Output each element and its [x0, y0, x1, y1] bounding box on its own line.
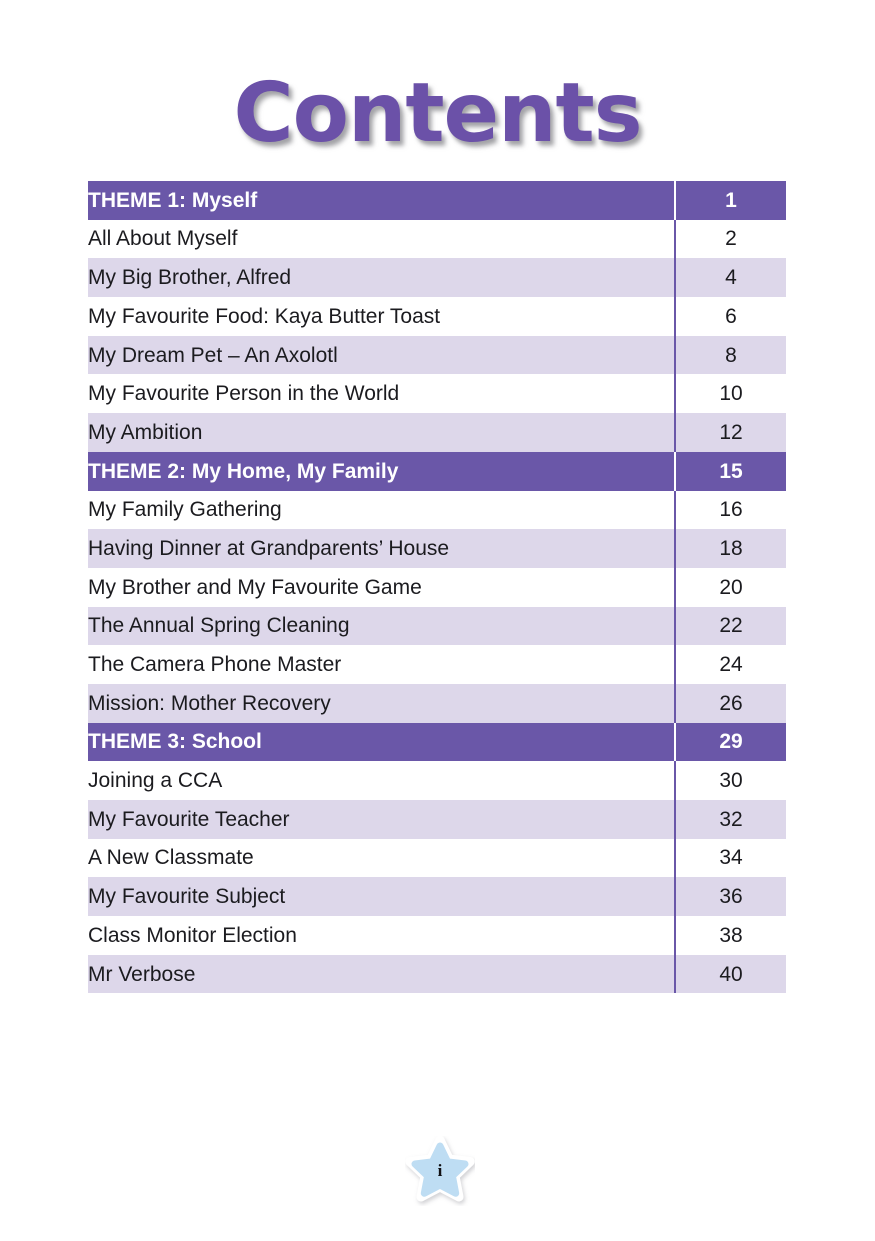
toc-entry-title: All About Myself: [88, 220, 674, 259]
toc-entry-row[interactable]: [88, 529, 786, 568]
toc-entry-row[interactable]: [88, 336, 786, 375]
toc-section-header: [88, 723, 786, 762]
toc-entry-title: My Dream Pet – An Axolotl: [88, 336, 674, 375]
toc-entry-title: My Favourite Subject: [88, 877, 674, 916]
toc-entry-row[interactable]: [88, 877, 786, 916]
toc-entry-page: 10: [676, 374, 786, 413]
toc-body: [88, 181, 786, 993]
toc-entry-page: 36: [676, 877, 786, 916]
toc-entry-title: Class Monitor Election: [88, 916, 674, 955]
toc-entry-page: 18: [676, 529, 786, 568]
toc-entry-page: 16: [676, 491, 786, 530]
toc-entry-title: Mission: Mother Recovery: [88, 684, 674, 723]
toc-entry-title: The Annual Spring Cleaning: [88, 607, 674, 646]
toc-entry-page: 30: [676, 761, 786, 800]
toc-entry-page: 4: [676, 258, 786, 297]
toc-entry-page: 38: [676, 916, 786, 955]
toc-entry-page: 26: [676, 684, 786, 723]
toc-entry-row[interactable]: [88, 800, 786, 839]
page-number-marker: [405, 1136, 475, 1206]
toc-entry-row[interactable]: [88, 374, 786, 413]
folio-number: i: [437, 1161, 443, 1180]
toc-entry-row[interactable]: [88, 258, 786, 297]
toc-section-page: 29: [676, 723, 786, 762]
toc-section-header: [88, 181, 786, 220]
toc-entry-row[interactable]: [88, 839, 786, 878]
toc-entry-page: 22: [676, 607, 786, 646]
toc-entry-title: My Favourite Person in the World: [88, 374, 674, 413]
toc-entry-title: My Favourite Teacher: [88, 800, 674, 839]
toc-entry-page: 34: [676, 839, 786, 878]
toc-entry-row[interactable]: [88, 684, 786, 723]
toc-entry-page: 8: [676, 336, 786, 375]
toc-section-title: THEME 3: School: [88, 723, 674, 762]
toc-entry-page: 32: [676, 800, 786, 839]
toc-entry-row[interactable]: [88, 568, 786, 607]
toc-entry-title: My Family Gathering: [88, 491, 674, 530]
toc-entry-page: 24: [676, 645, 786, 684]
toc-entry-row[interactable]: [88, 297, 786, 336]
toc-entry-row[interactable]: [88, 220, 786, 259]
toc-section-page: 15: [676, 452, 786, 491]
toc-entry-page: 20: [676, 568, 786, 607]
toc-entry-row[interactable]: [88, 491, 786, 530]
toc-entry-page: 2: [676, 220, 786, 259]
toc-entry-title: My Big Brother, Alfred: [88, 258, 674, 297]
toc-entry-row[interactable]: [88, 955, 786, 994]
page-title-container: [0, 62, 875, 166]
toc-entry-title: My Favourite Food: Kaya Butter Toast: [88, 297, 674, 336]
toc-entry-row[interactable]: [88, 645, 786, 684]
toc-entry-title: My Brother and My Favourite Game: [88, 568, 674, 607]
toc-section-header: [88, 452, 786, 491]
table-of-contents: [88, 181, 786, 993]
toc-entry-title: Having Dinner at Grandparents’ House: [88, 529, 674, 568]
toc-entry-title: My Ambition: [88, 413, 674, 452]
toc-entry-row[interactable]: [88, 761, 786, 800]
toc-entry-title: Mr Verbose: [88, 955, 674, 994]
toc-entry-title: A New Classmate: [88, 839, 674, 878]
page-title: Contents: [233, 66, 642, 161]
toc-section-title: THEME 1: Myself: [88, 181, 674, 220]
toc-entry-page: 6: [676, 297, 786, 336]
toc-entry-row[interactable]: [88, 607, 786, 646]
toc-entry-title: Joining a CCA: [88, 761, 674, 800]
toc-entry-row[interactable]: [88, 916, 786, 955]
toc-entry-row[interactable]: [88, 413, 786, 452]
toc-entry-title: The Camera Phone Master: [88, 645, 674, 684]
toc-section-page: 1: [676, 181, 786, 220]
toc-section-title: THEME 2: My Home, My Family: [88, 452, 674, 491]
toc-entry-page: 40: [676, 955, 786, 994]
toc-entry-page: 12: [676, 413, 786, 452]
